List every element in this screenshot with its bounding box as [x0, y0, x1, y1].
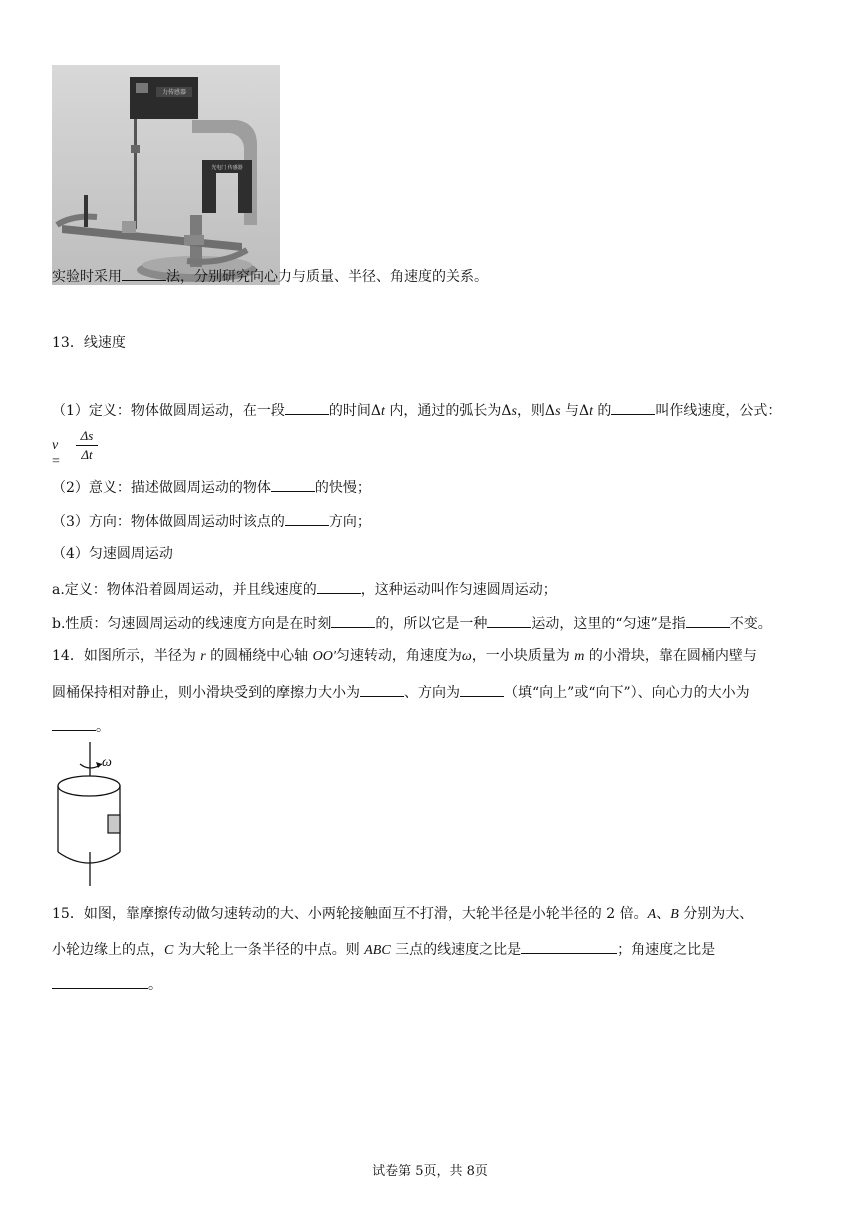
- answer-blank[interactable]: [611, 399, 655, 415]
- formula-fraction: Δs Δt: [76, 428, 98, 463]
- answer-blank[interactable]: [52, 715, 96, 731]
- q13-uniform-definition: a.定义：物体沿着圆周运动，并且线速度的 ，这种运动叫作匀速圆周运动；: [52, 578, 557, 600]
- q15-line-2: 小轮边缘上的点，C 为大轮上一条半径的中点。则 ABC 三点的线速度之比是 ；角速度之比是: [52, 938, 715, 961]
- answer-blank[interactable]: [521, 938, 617, 954]
- q15-line-1: 15．如图，靠摩擦传动做匀速转动的大、小两轮接触面互不打滑，大轮半径是小轮半径的 2 倍。A、B 分别为大、: [52, 906, 754, 922]
- answer-blank[interactable]: [317, 578, 361, 594]
- answer-blank[interactable]: [460, 681, 504, 697]
- q14-line-3: 。: [52, 715, 110, 737]
- answer-blank[interactable]: [271, 476, 315, 492]
- answer-blank[interactable]: [487, 612, 531, 628]
- page-footer: 试卷第 5页，共 8页: [372, 1164, 488, 1179]
- q15-line-3: 。: [52, 973, 162, 995]
- q13-definition: （1）定义：物体做圆周运动，在一段 的时间Δt 内，通过的弧长为Δs，则Δs 与Δt 的 叫作线速度，公式：: [52, 399, 781, 422]
- q13-title: 13．线速度: [52, 335, 126, 351]
- q13-direction: （3）方向：物体做圆周运动时该点的 方向；: [52, 510, 371, 532]
- answer-blank[interactable]: [360, 681, 404, 697]
- q12-method-line: 实验时采用 法，分别研究向心力与质量、半径、角速度的关系。: [52, 265, 488, 287]
- answer-blank[interactable]: [686, 612, 730, 628]
- centripetal-force-apparatus-image: [52, 65, 280, 285]
- q13-uniform-title: （4）匀速圆周运动: [52, 546, 173, 562]
- answer-blank[interactable]: [285, 510, 329, 526]
- q13-meaning: （2）意义：描述做圆周运动的物体 的快慢；: [52, 476, 371, 498]
- q14-line-1: 14．如图所示，半径为 r 的圆桶绕中心轴 OO′匀速转动，角速度为ω，一小块质量为 m 的小滑块，靠在圆桶内壁与: [52, 648, 757, 664]
- q13-uniform-property: b.性质：匀速圆周运动的线速度方向是在时刻 的，所以它是一种 运动，这里的“匀速”是指 不变。: [52, 612, 772, 634]
- omega-label: ω: [102, 755, 112, 770]
- answer-blank[interactable]: [285, 399, 329, 415]
- answer-blank[interactable]: [122, 265, 166, 281]
- q14-line-2: 圆桶保持相对静止，则小滑块受到的摩擦力大小为 、方向为 （填“向上”或“向下”）、向心力的大小为: [52, 681, 750, 703]
- force-sensor-label: 力传感器: [161, 89, 187, 96]
- photogate-label: 光电门 传感器: [211, 165, 243, 171]
- rotating-cylinder-diagram: [50, 740, 140, 890]
- answer-blank[interactable]: [331, 612, 375, 628]
- answer-blank[interactable]: [52, 973, 148, 989]
